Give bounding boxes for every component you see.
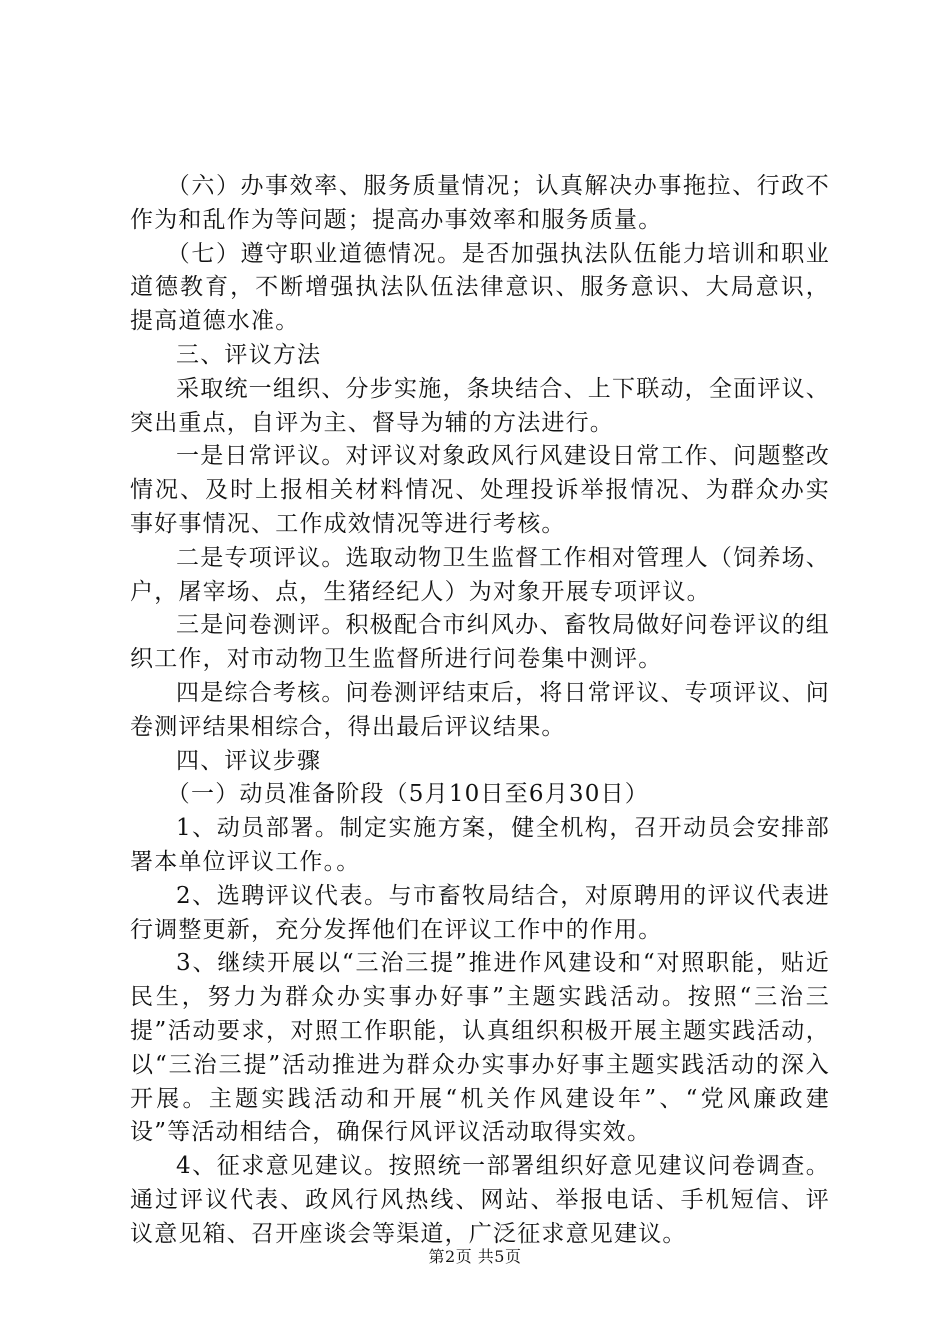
section-heading-methods: 三、评议方法 bbox=[176, 341, 322, 368]
document-body bbox=[130, 170, 830, 1252]
paragraph-step-1: 1、动员部署。制定实施方案，健全机构，召开动员会安排部署本单位评议工作。。 bbox=[130, 815, 830, 875]
section-heading-steps: 四、评议步骤 bbox=[176, 747, 322, 774]
paragraph-special-review: 二是专项评议。选取动物卫生监督工作相对管理人（饲养场、户，屠宰场、点，生猪经纪人）为对象开展专项评议。 bbox=[130, 544, 830, 605]
paragraph-step-3: 3、继续开展以“三治三提”推进作风建设和“对照职能，贴近民生，努力为群众办实事办好事”主题实践活动。按照“三治三提”活动要求，对照工作职能，认真组织积极开展主题实践活动，以“三治三提”活动推进为群众办实事办好事主题实践活动的深入开展。主题实践活动和开展“机关作风建设年”、“党风廉政建设”等活动相结合，确保行风评议活动取得实效。 bbox=[130, 950, 830, 1146]
page-footer: 第2页 共5页 bbox=[428, 1247, 522, 1266]
paragraph-comprehensive: 四是综合考核。问卷测评结束后，将日常评议、专项评议、问卷测评结果相综合，得出最后评议结果。 bbox=[130, 679, 830, 740]
subheading-preparation-stage: （一）动员准备阶段（5月10日至6月30日） bbox=[166, 781, 649, 808]
paragraph-item-6: （六）办事效率、服务质量情况；认真解决办事拖拉、行政不作为和乱作为等问题；提高办事效率和服务质量。 bbox=[130, 173, 830, 233]
paragraph-methods-intro: 采取统一组织、分步实施，条块结合、上下联动，全面评议、突出重点，自评为主、督导为辅的方法进行。 bbox=[130, 375, 830, 436]
paragraph-step-2: 2、选聘评议代表。与市畜牧局结合，对原聘用的评议代表进行调整更新，充分发挥他们在评议工作中的作用。 bbox=[130, 882, 830, 943]
paragraph-item-7: （七）遵守职业道德情况。是否加强执法队伍能力培训和职业道德教育，不断增强执法队伍法律意识、服务意识、大局意识，提高道德水准。 bbox=[130, 240, 830, 335]
paragraph-step-4: 4、征求意见建议。按照统一部署组织好意见建议问卷调查。通过评议代表、政风行风热线、网站、举报电话、手机短信、评议意见箱、召开座谈会等渠道，广泛征求意见建议。 bbox=[130, 1153, 830, 1247]
paragraph-daily-review: 一是日常评议。对评议对象政风行风建设日常工作、问题整改情况、及时上报相关材料情况、处理投诉举报情况、为群众办实事好事情况、工作成效情况等进行考核。 bbox=[130, 443, 830, 537]
paragraph-questionnaire: 三是问卷测评。积极配合市纠风办、畜牧局做好问卷评议的组织工作，对市动物卫生监督所进行问卷集中测评。 bbox=[130, 612, 830, 673]
